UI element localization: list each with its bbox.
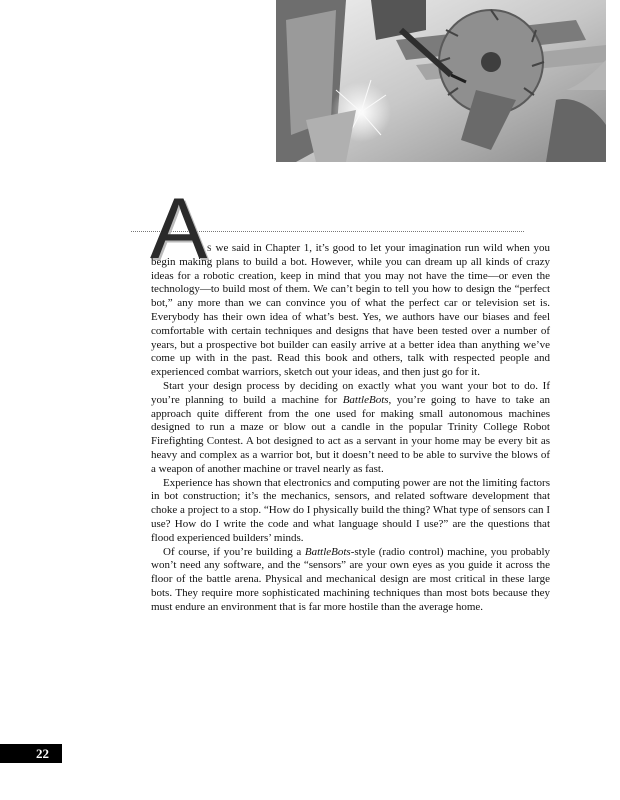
paragraph-3: Experience has shown that electronics and computing power are not the limiting factors in bot construction; it’s the mechanics, sensors, and related software development that choke a project to a stop. “How do I physically build the thing? What type of sensors can I use? How do I write the code and what language should I use?” are the questions that flood experienced builders’ minds. (151, 476, 550, 544)
drop-cap: A (150, 181, 208, 277)
italic-title: BattleBots (342, 393, 389, 406)
paragraph-2: Start your design process by deciding on exactly what you want your bot to do. If you’re planning to build a machine for BattleBots, you’re going to have to take an approach quite different from the one used for making small autonomous machines designed to run a maze or blow out a candle in the popular Trinity College Robot Firefighting Contest. A bot designed to act as a servant in your home may be every bit as heavy and complex as a warrior bot, but it doesn’t need to be able to survive the blows of a weapon of another machine or travel nearly as fast. (151, 379, 550, 475)
page-number: 22 (36, 746, 49, 761)
paragraph-1 (151, 242, 550, 380)
body-text (151, 242, 550, 615)
page-number-tab (0, 744, 62, 763)
lead-small-caps: S (207, 244, 212, 253)
paragraph-text: we said in Chapter 1, it’s good to let your imagination run wild when you begin making plans to build a bot. However, while you can dream up all kinds of crazy ideas for a robotic creation, keep in mind that you may not have the time—or even the technology—to build most of them. We can’t begin to tell you how to design the “perfect bot,” any more than we can convince you of what the perfect car or television set is. Everybody has their own idea of what’s best. Yes, we authors have our biases and feel comfortable with certain techniques and designs that have been tested over a number of years, but a prospective bot builder can easily arrive at a better idea than anything we’ve come up with in the past. Read this book and others, talk with respected people and experienced combat warriors, sketch out your ideas, and then just go for it. (151, 242, 550, 379)
saw-blade-welding-illustration (276, 0, 606, 162)
italic-title: BattleBots (304, 545, 351, 558)
paragraph-4: Of course, if you’re building a BattleBots-style (radio control) machine, you probably won’t need any software, and the “sensors” are your own eyes as you guide it across the floor of the battle arena. Physical and mechanical design are most critical in these large bots. They require more sophisticated machining techniques than most bots because they must endure an environment that is far more hostile than the average home. (151, 545, 550, 613)
chapter-opener-illustration (276, 0, 606, 162)
